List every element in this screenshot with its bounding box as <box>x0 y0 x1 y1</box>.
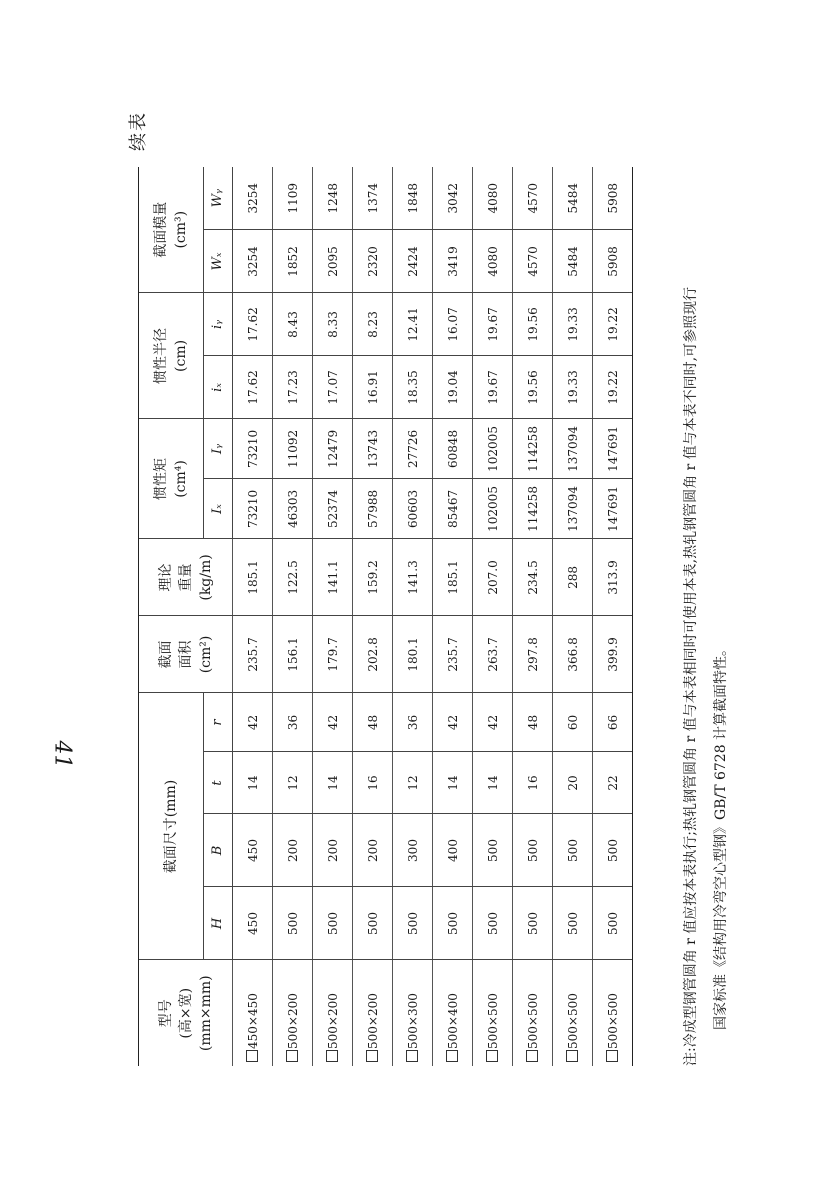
type-value: 500×200 <box>325 993 340 1049</box>
cell-iy: 19.67 <box>473 293 513 356</box>
type-value: 500×500 <box>565 993 580 1049</box>
cell-Iy: 137094 <box>553 419 593 479</box>
col-header-Ix: Iₓ <box>204 479 233 539</box>
square-tube-icon <box>366 1050 378 1062</box>
cell-area: 399.9 <box>593 616 633 693</box>
cell-Iy: 73210 <box>233 419 273 479</box>
cell-Wy: 5908 <box>593 167 633 230</box>
cell-Wx: 1852 <box>273 230 313 293</box>
note-line-1: 注:冷成型钢管圆角 r 值应按本表执行;热轧钢管圆角 r 值与本表相同时可使用本表,热轧钢管圆角 r 值与本表不同时,可参照现行 <box>683 286 699 1066</box>
page-number-text: 41 <box>49 740 75 769</box>
modulus-label: 截面模量 <box>153 201 169 258</box>
cell-Iy: 102005 <box>473 419 513 479</box>
type-value: 500×500 <box>605 993 620 1049</box>
cell-t: 20 <box>553 752 593 814</box>
col-header-area <box>139 616 233 693</box>
cell-Wy: 1374 <box>353 167 393 230</box>
inertia-label: 惯性矩 <box>153 457 169 500</box>
col-group-inertia <box>139 419 204 539</box>
square-tube-icon <box>446 1050 458 1062</box>
type-value: 500×200 <box>365 993 380 1049</box>
cell-Iy: 11092 <box>273 419 313 479</box>
cell-Wx: 5908 <box>593 230 633 293</box>
cell-t: 14 <box>473 752 513 814</box>
radius-unit: (cm) <box>173 339 189 372</box>
note-line-2: 国家标准《结构用冷弯空心型钢》GB/T 6728 计算截面特性。 <box>713 641 729 1030</box>
cell-B: 500 <box>473 814 513 887</box>
cell-r: 42 <box>233 693 273 752</box>
cell-ix: 16.91 <box>353 356 393 419</box>
area-unit: (cm²) <box>197 635 214 674</box>
table-row <box>233 50 273 1066</box>
cell-Ix: 57988 <box>353 479 393 539</box>
cell-Wy: 1109 <box>273 167 313 230</box>
cell-Ix: 137094 <box>553 479 593 539</box>
cell-weight: 122.5 <box>273 539 313 616</box>
cell-type <box>393 960 433 1066</box>
cell-area: 235.7 <box>433 616 473 693</box>
cell-ix: 19.33 <box>553 356 593 419</box>
cell-H: 500 <box>433 887 473 960</box>
cell-r: 42 <box>313 693 353 752</box>
cell-weight: 185.1 <box>433 539 473 616</box>
col-header-ix: iₓ <box>204 356 233 419</box>
cell-Wx: 4080 <box>473 230 513 293</box>
cell-Ix: 147691 <box>593 479 633 539</box>
cell-t: 16 <box>513 752 553 814</box>
col-header-H: H <box>204 887 233 960</box>
type-value: 500×500 <box>485 993 500 1049</box>
cell-iy: 12.41 <box>393 293 433 356</box>
table-row <box>513 50 553 1066</box>
cell-area: 179.7 <box>313 616 353 693</box>
square-tube-icon <box>286 1050 298 1062</box>
cell-t: 12 <box>393 752 433 814</box>
col-header-Wy: Wᵧ <box>204 167 233 230</box>
cell-Wx: 5484 <box>553 230 593 293</box>
type-unit: (mm×mm) <box>197 975 214 1052</box>
col-header-B: B <box>204 814 233 887</box>
col-header-Wx: Wₓ <box>204 230 233 293</box>
cell-type <box>353 960 393 1066</box>
table-note <box>676 136 736 1066</box>
area-label-2: 面积 <box>177 640 194 669</box>
cell-Iy: 147691 <box>593 419 633 479</box>
radius-label: 惯性半径 <box>153 327 169 384</box>
table-row <box>353 50 393 1066</box>
cell-ix: 17.62 <box>233 356 273 419</box>
cell-t: 14 <box>433 752 473 814</box>
cell-B: 300 <box>393 814 433 887</box>
cell-weight: 234.5 <box>513 539 553 616</box>
cell-r: 48 <box>513 693 553 752</box>
cell-H: 500 <box>393 887 433 960</box>
cell-H: 500 <box>273 887 313 960</box>
cell-Wy: 3042 <box>433 167 473 230</box>
cell-type <box>473 960 513 1066</box>
square-tube-icon <box>566 1050 578 1062</box>
cell-ix: 17.07 <box>313 356 353 419</box>
cell-r: 66 <box>593 693 633 752</box>
cell-ix: 19.67 <box>473 356 513 419</box>
cell-area: 263.7 <box>473 616 513 693</box>
square-tube-icon <box>606 1050 618 1062</box>
cell-weight: 159.2 <box>353 539 393 616</box>
cell-r: 60 <box>553 693 593 752</box>
cell-B: 500 <box>553 814 593 887</box>
cell-t: 14 <box>233 752 273 814</box>
cell-area: 202.8 <box>353 616 393 693</box>
col-header-r: r <box>204 693 233 752</box>
cell-ix: 19.56 <box>513 356 553 419</box>
cell-type <box>433 960 473 1066</box>
square-tube-icon <box>526 1050 538 1062</box>
square-tube-icon <box>406 1050 418 1062</box>
cell-iy: 19.56 <box>513 293 553 356</box>
square-tube-icon <box>486 1050 498 1062</box>
cell-Ix: 73210 <box>233 479 273 539</box>
cell-Wx: 3419 <box>433 230 473 293</box>
type-value: 500×400 <box>445 993 460 1049</box>
cell-B: 450 <box>233 814 273 887</box>
cell-ix: 17.23 <box>273 356 313 419</box>
cell-Iy: 60848 <box>433 419 473 479</box>
cell-Wy: 1248 <box>313 167 353 230</box>
cell-Iy: 13743 <box>353 419 393 479</box>
cell-weight: 288 <box>553 539 593 616</box>
type-value: 450×450 <box>245 993 260 1049</box>
square-tube-icon <box>246 1050 258 1062</box>
cell-t: 16 <box>353 752 393 814</box>
square-tube-icon <box>326 1050 338 1062</box>
table-row <box>313 50 353 1066</box>
cell-B: 500 <box>513 814 553 887</box>
cell-Wx: 2424 <box>393 230 433 293</box>
cell-H: 500 <box>313 887 353 960</box>
cell-Ix: 46303 <box>273 479 313 539</box>
cell-weight: 185.1 <box>233 539 273 616</box>
table-row <box>593 50 633 1066</box>
table-row <box>473 50 513 1066</box>
cell-H: 500 <box>593 887 633 960</box>
cell-Wy: 3254 <box>233 167 273 230</box>
col-group-radius <box>139 293 204 419</box>
continued-table-label: 续表 <box>128 111 149 151</box>
cell-area: 156.1 <box>273 616 313 693</box>
cell-r: 36 <box>393 693 433 752</box>
cell-type <box>593 960 633 1066</box>
type-label: 型号 <box>157 999 174 1028</box>
cell-Wx: 2320 <box>353 230 393 293</box>
cell-weight: 313.9 <box>593 539 633 616</box>
cell-H: 500 <box>513 887 553 960</box>
cell-weight: 141.1 <box>313 539 353 616</box>
table-row <box>393 50 433 1066</box>
weight-unit: (kg/m) <box>197 554 214 601</box>
cell-t: 22 <box>593 752 633 814</box>
type-sub-label: (高×宽) <box>177 987 194 1039</box>
cell-ix: 19.04 <box>433 356 473 419</box>
cell-r: 42 <box>473 693 513 752</box>
type-value: 500×500 <box>525 993 540 1049</box>
cell-Iy: 114258 <box>513 419 553 479</box>
cell-B: 200 <box>313 814 353 887</box>
cell-iy: 16.07 <box>433 293 473 356</box>
type-value: 500×200 <box>285 993 300 1049</box>
cell-Iy: 27726 <box>393 419 433 479</box>
col-group-section-dims: 截面尺寸(mm) <box>139 693 204 960</box>
cell-Ix: 60603 <box>393 479 433 539</box>
cell-r: 36 <box>273 693 313 752</box>
cell-Wy: 5484 <box>553 167 593 230</box>
cell-weight: 141.3 <box>393 539 433 616</box>
cell-type <box>553 960 593 1066</box>
cell-area: 297.8 <box>513 616 553 693</box>
cell-B: 400 <box>433 814 473 887</box>
cell-type <box>233 960 273 1066</box>
cell-Ix: 114258 <box>513 479 553 539</box>
col-header-iy: iᵧ <box>204 293 233 356</box>
cell-B: 200 <box>273 814 313 887</box>
table-row <box>553 50 593 1066</box>
cell-r: 48 <box>353 693 393 752</box>
cell-Ix: 52374 <box>313 479 353 539</box>
cell-weight: 207.0 <box>473 539 513 616</box>
cell-H: 450 <box>233 887 273 960</box>
cell-area: 180.1 <box>393 616 433 693</box>
cell-type <box>273 960 313 1066</box>
cell-type <box>513 960 553 1066</box>
page-number <box>48 740 75 769</box>
cell-iy: 19.33 <box>553 293 593 356</box>
table-row <box>273 50 313 1066</box>
cell-t: 12 <box>273 752 313 814</box>
cell-area: 235.7 <box>233 616 273 693</box>
cell-Wx: 2095 <box>313 230 353 293</box>
col-header-type <box>139 960 233 1066</box>
col-header-weight <box>139 539 233 616</box>
cell-area: 366.8 <box>553 616 593 693</box>
col-header-t: t <box>204 752 233 814</box>
cell-ix: 19.22 <box>593 356 633 419</box>
cell-Ix: 102005 <box>473 479 513 539</box>
cell-type <box>313 960 353 1066</box>
cell-B: 500 <box>593 814 633 887</box>
type-value: 500×300 <box>405 993 420 1049</box>
col-group-modulus <box>139 167 204 293</box>
cell-H: 500 <box>553 887 593 960</box>
cell-iy: 8.43 <box>273 293 313 356</box>
cell-Wy: 4570 <box>513 167 553 230</box>
weight-label-2: 重量 <box>177 563 194 592</box>
area-label-1: 截面 <box>157 640 174 669</box>
cell-ix: 18.35 <box>393 356 433 419</box>
col-header-Iy: Iᵧ <box>204 419 233 479</box>
cell-iy: 19.22 <box>593 293 633 356</box>
cell-t: 14 <box>313 752 353 814</box>
cell-H: 500 <box>473 887 513 960</box>
cell-B: 200 <box>353 814 393 887</box>
cell-Wx: 4570 <box>513 230 553 293</box>
section-properties-table <box>138 49 633 1066</box>
inertia-unit: (cm⁴) <box>173 460 189 498</box>
cell-iy: 8.23 <box>353 293 393 356</box>
cell-Wx: 3254 <box>233 230 273 293</box>
header-row-groups <box>139 50 204 1066</box>
cell-Ix: 85467 <box>433 479 473 539</box>
cell-H: 500 <box>353 887 393 960</box>
table-row <box>433 50 473 1066</box>
cell-Wy: 1848 <box>393 167 433 230</box>
cell-Wy: 4080 <box>473 167 513 230</box>
cell-iy: 8.33 <box>313 293 353 356</box>
cell-iy: 17.62 <box>233 293 273 356</box>
weight-label-1: 理论 <box>157 563 174 592</box>
cell-r: 42 <box>433 693 473 752</box>
cell-Iy: 12479 <box>313 419 353 479</box>
modulus-unit: (cm³) <box>173 210 189 249</box>
